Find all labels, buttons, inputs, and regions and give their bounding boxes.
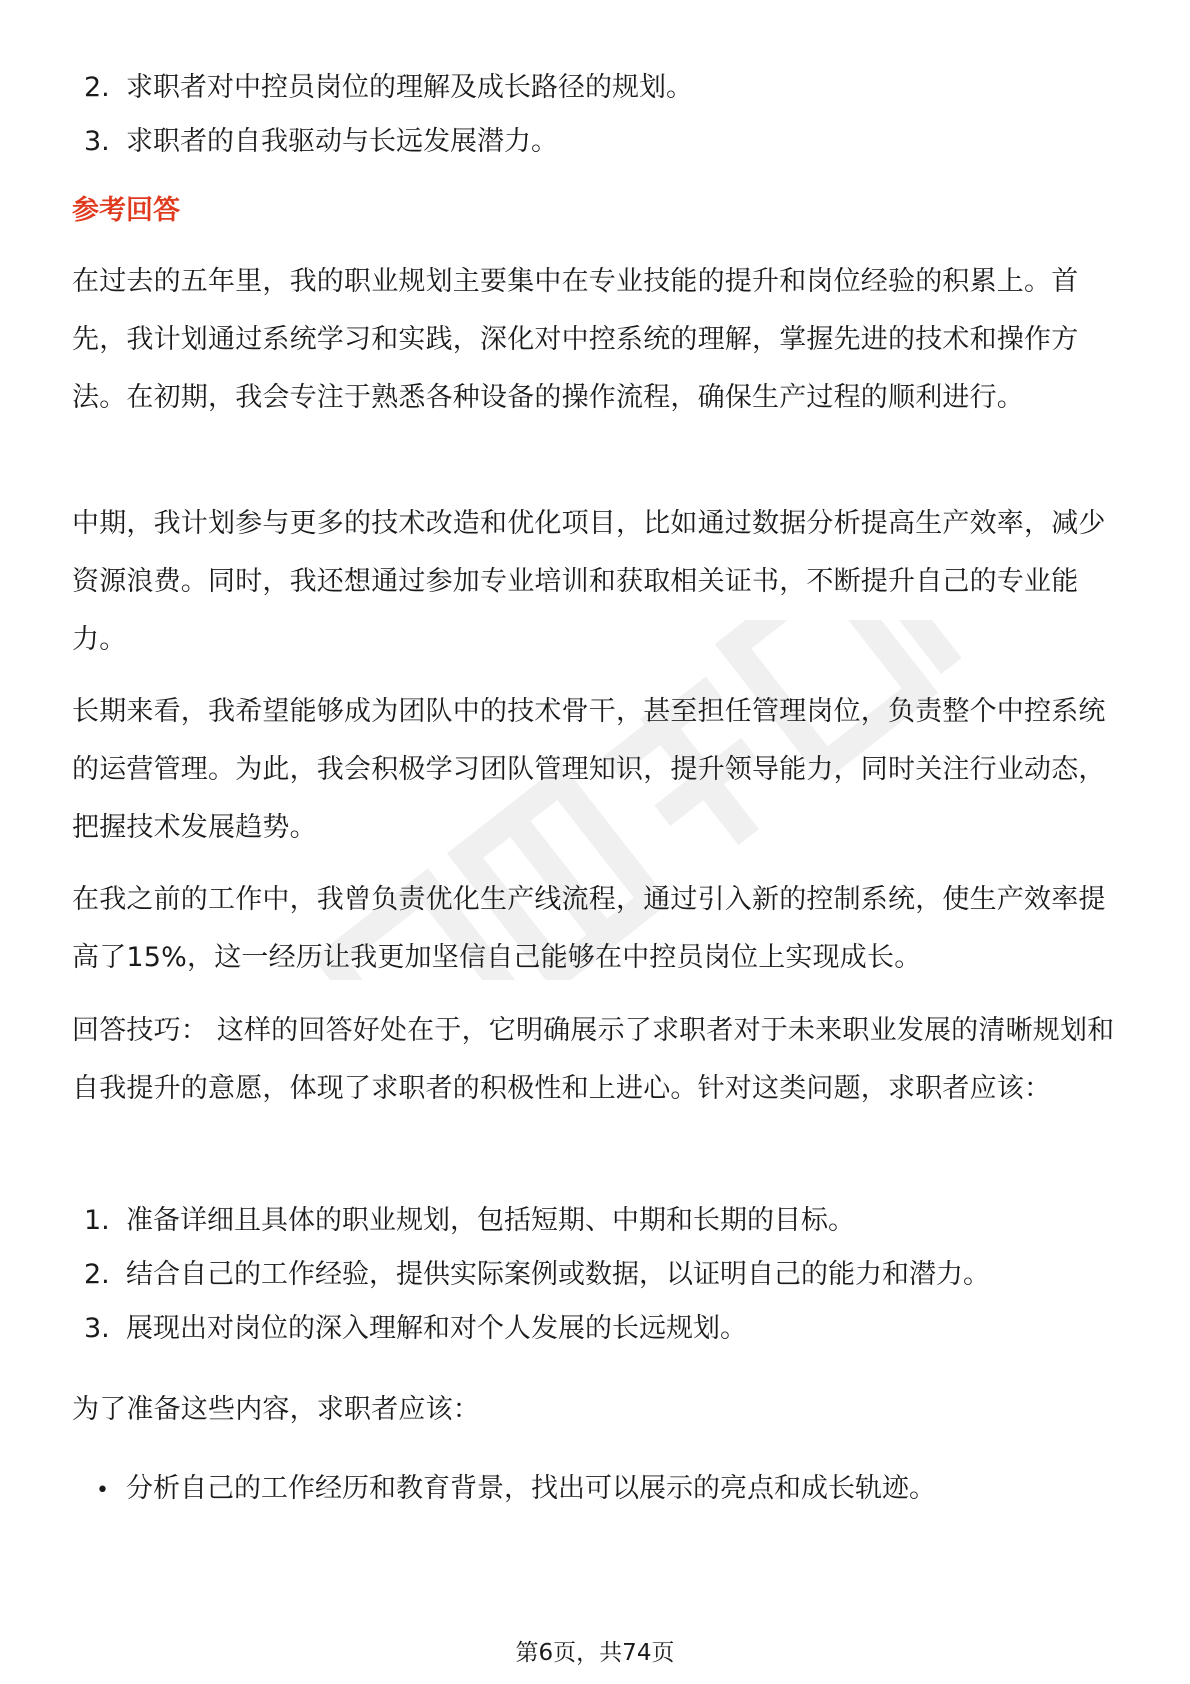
bullet-icon: • <box>96 1478 109 1503</box>
paragraph: 在过去的五年里，我的职业规划主要集中在专业技能的提升和岗位经验的积累上。首先，我计划通过系统学习和实践，深化对中控系统的理解，掌握先进的技术和操作方法。在初期，我会专注于熟悉各种设备的操作流程，确保生产过程的顺利进行。 <box>72 266 1079 413</box>
list-item <box>84 1257 990 1293</box>
list-text: 求职者对中控员岗位的理解及成长路径的规划。 <box>126 72 693 103</box>
paragraph: 回答技巧： 这样的回答好处在于，它明确展示了求职者对于未来职业发展的清晰规划和自我提升的意愿，体现了求职者的积极性和上进心。针对这类问题，求职者应该： <box>72 1015 1115 1104</box>
paragraph: 长期来看，我希望能够成为团队中的技术骨干，甚至担任管理岗位，负责整个中控系统的运营管理。为此，我会积极学习团队管理知识，提升领导能力，同时关注行业动态，把握技术发展趋势。 <box>72 696 1106 843</box>
list-item <box>84 70 693 106</box>
list-text: 展现出对岗位的深入理解和对个人发展的长远规划。 <box>126 1313 747 1344</box>
section-heading: 参考回答 <box>72 195 180 226</box>
paragraph: 在我之前的工作中，我曾负责优化生产线流程，通过引入新的控制系统，使生产效率提高了15%，这一经历让我更加坚信自己能够在中控员岗位上实现成长。 <box>72 884 1106 973</box>
bullet-text: 分析自己的工作经历和教育背景，找出可以展示的亮点和成长轨迹。 <box>126 1473 936 1504</box>
list-number: 2. <box>84 1259 110 1290</box>
list-item <box>84 1311 747 1347</box>
list-number: 3. <box>84 1313 110 1344</box>
list-item <box>84 124 558 160</box>
list-item <box>84 1203 855 1239</box>
list-text: 求职者的自我驱动与长远发展潜力。 <box>126 126 558 157</box>
page-footer: 第6页，共74页 <box>515 1640 675 1666</box>
list-text: 结合自己的工作经验，提供实际案例或数据，以证明自己的能力和潜力。 <box>126 1259 990 1290</box>
list-number: 1. <box>84 1205 110 1236</box>
list-number: 3. <box>84 126 110 157</box>
paragraph: 中期，我计划参与更多的技术改造和优化项目，比如通过数据分析提高生产效率，减少资源浪费。同时，我还想通过参加专业培训和获取相关证书，不断提升自己的专业能力。 <box>72 508 1106 655</box>
bullet-item <box>96 1471 936 1509</box>
paragraph: 为了准备这些内容，求职者应该： <box>72 1394 480 1425</box>
list-number: 2. <box>84 72 110 103</box>
list-text: 准备详细且具体的职业规划，包括短期、中期和长期的目标。 <box>126 1205 855 1236</box>
